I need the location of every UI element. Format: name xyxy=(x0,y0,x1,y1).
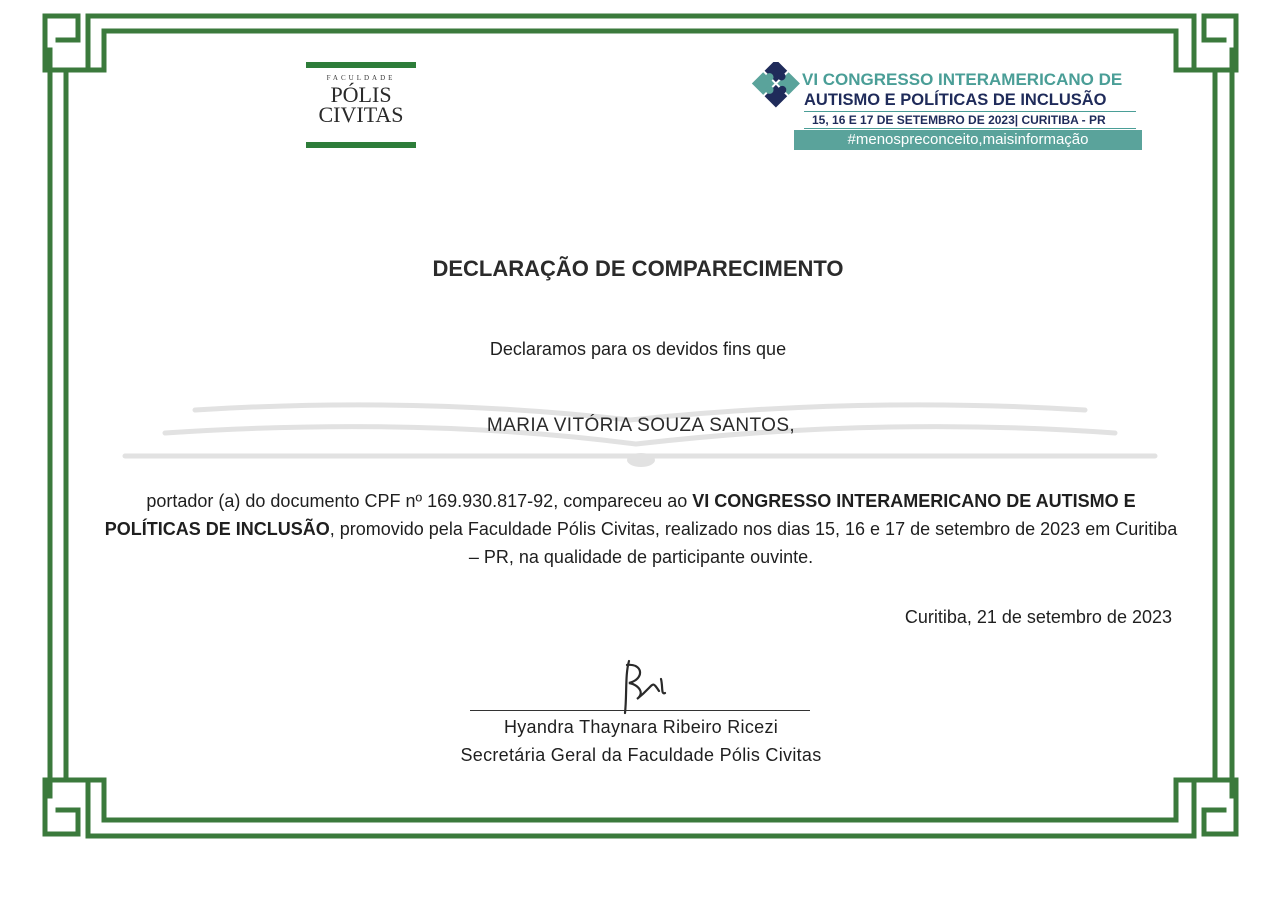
signature-image xyxy=(615,655,675,717)
congress-rule-bottom xyxy=(804,128,1136,129)
logo-bottom-bar xyxy=(306,142,416,148)
certificate-body xyxy=(100,487,1182,571)
logo-civitas-text: CIVITAS xyxy=(318,102,404,127)
place-date: Curitiba, 21 de setembro de 2023 xyxy=(904,607,1172,627)
polis-civitas-logo xyxy=(306,62,416,148)
puzzle-icon xyxy=(730,62,802,122)
congress-title-line2: AUTISMO E POLÍTICAS DE INCLUSÃO xyxy=(804,91,1107,109)
logo-faculdade-text: FACULDADE xyxy=(326,74,396,82)
body-part2: , promovido pela Faculdade Pólis Civitas, realizado nos dias 15, 16 e 17 de setembro de 2023 em Curitiba – PR, na qualidade de participante ouvinte. xyxy=(329,519,1178,567)
body-event-name: VI CONGRESSO INTERAMERICANO DE AUTISMO E POLÍTICAS DE INCLUSÃO xyxy=(104,491,1136,539)
congress-logo xyxy=(730,62,1150,154)
congress-rule-top xyxy=(804,111,1136,112)
certificate-title: DECLARAÇÃO DE COMPARECIMENTO xyxy=(432,256,844,281)
signer-name: Hyandra Thaynara Ribeiro Ricezi xyxy=(503,717,779,737)
certificate-intro: Declaramos para os devidos fins que xyxy=(489,339,787,359)
recipient-name: MARIA VITÓRIA SOUZA SANTOS, xyxy=(486,415,796,436)
logo-polis-text: PÓLIS xyxy=(330,82,392,107)
logo-top-bar xyxy=(306,62,416,68)
congress-title-line1: VI CONGRESSO INTERAMERICANO DE xyxy=(802,70,1123,89)
signature-line xyxy=(470,710,810,711)
body-part1: portador (a) do documento CPF nº 169.930.817-92, compareceu ao xyxy=(146,491,693,511)
congress-dates: 15, 16 E 17 DE SETEMBRO DE 2023| CURITIBA - PR xyxy=(812,113,1106,127)
signer-role: Secretária Geral da Faculdade Pólis Civitas xyxy=(460,745,822,765)
congress-hashtag: #menospreconceito,maisinformação xyxy=(794,130,1142,150)
